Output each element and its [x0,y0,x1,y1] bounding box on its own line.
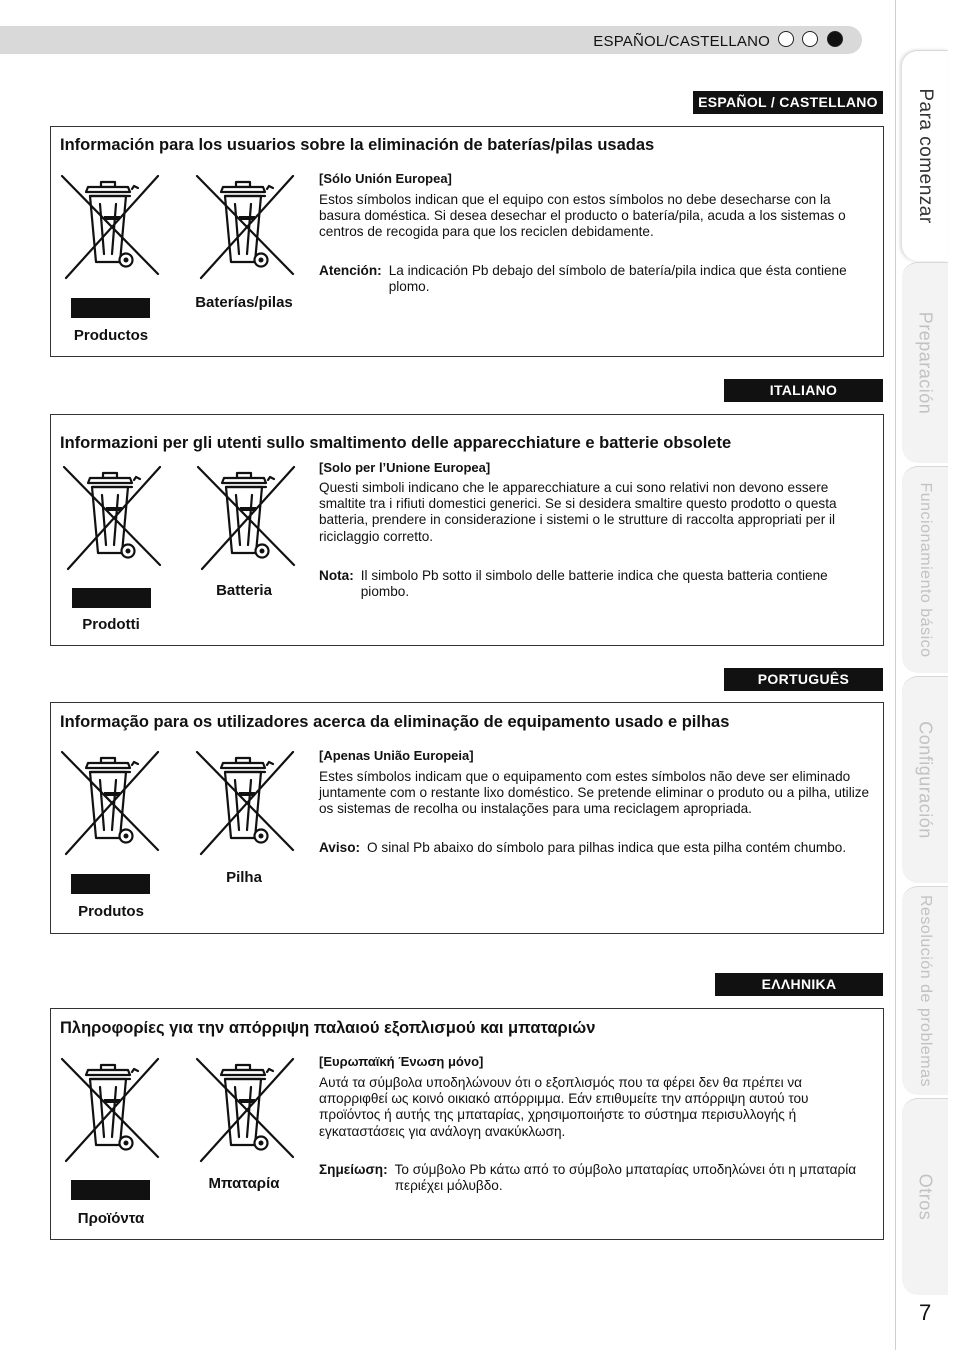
section-title: Información para los usuarios sobre la eliminación de baterías/pilas usadas [60,136,655,154]
note-label: Atención: [319,263,382,278]
circle-icon [778,31,794,47]
crossed-out-bin-icon [62,465,162,571]
body-text: Estes símbolos indicam que o equipamento com estes símbolos não deve ser eliminado juntamente com o restante lixo doméstico. Se pretende eliminar o produto ou a pilha, utilize os sistemas de recolha ou instalações para uma reciclagem apropriada. [319,769,870,817]
note-label: Nota: [319,568,354,583]
note-text: Το σύμβολο Pb κάτω από το σύμβολο μπαταρίας υποδηλώνει ότι η μπαταρία περιέχει μόλυβδο. [394,1162,857,1194]
section-ellinika [50,1008,884,1240]
section-portugues [50,702,884,934]
crossed-out-bin-icon [195,174,295,280]
sidebar-tab-funcionamiento-basico[interactable] [902,466,948,673]
black-bar [71,1180,150,1200]
body-text: Estos símbolos indican que el equipo con estos símbolos no debe desecharse con la basura doméstica. Si desea desechar el producto o batería/pila, acuda a los sistemas o centros de recogida para que los reciclen debidamente. [319,192,846,240]
crossed-out-bin-icon [60,1057,160,1163]
language-tab-ellinika: ΕΛΛΗΝΙΚΑ [715,973,883,996]
section-title: Πληροφορίες για την απόρριψη παλαιού εξοπλισμού και μπαταριών [60,1019,596,1037]
note-label: Aviso: [319,840,361,855]
note-text: O sinal Pb abaixo do símbolo para pilhas indica que esta pilha contém chumbo. [367,840,847,855]
region-label: [Apenas União Europeia] [319,748,474,763]
sidebar-tab-label: Para comenzar [915,88,936,224]
section-italiano [50,414,884,646]
language-tab-espanol: ESPAÑOL / CASTELLANO [693,91,883,114]
body-text: Questi simboli indicano che le apparecchiature a cui sono relativi non devono essere smaltite tra i rifiuti domestici generici. Se si desidera smaltire questo prodotto o questa batteria, prendere in considerazione i sistemi o le strutture di raccolta appropriati per il riciclaggio corretto. [319,480,837,544]
crossed-out-bin-icon [195,750,295,856]
note [319,1162,873,1194]
sidebar-tab-label: Preparación [915,311,936,415]
region-label: [Ευρωπαϊκή Ένωση μόνο] [319,1054,484,1069]
battery-label: Batteria [216,582,272,599]
region-label: [Solo per l’Unione Europea] [319,460,491,475]
page-number: 7 [919,1300,932,1325]
header-language: ESPAÑOL/CASTELLANO [593,33,770,50]
battery-label: Baterías/pilas [195,294,293,311]
note [319,568,873,600]
crossed-out-bin-icon [60,174,160,280]
note-text: Il simbolo Pb sotto il simbolo delle batterie indica che questa batteria contiene piombo. [360,568,828,600]
crossed-out-bin-icon [60,750,160,856]
crossed-out-bin-icon [195,1057,295,1163]
sidebar-tab-resolucion-de-problemas[interactable] [902,886,948,1095]
chapter-sidebar [895,0,954,1350]
sidebar-tab-preparacion[interactable] [902,262,948,463]
note [319,840,873,856]
black-bar [71,874,150,894]
sidebar-tab-otros[interactable] [902,1098,948,1295]
sidebar-tab-para-comenzar[interactable] [902,50,948,261]
products-label: Prodotti [82,616,140,633]
section-title: Informazioni per gli utenti sullo smaltimento delle apparecchiature e batterie obsolete [60,434,732,452]
products-label: Προϊόντα [77,1210,145,1227]
language-tab-italiano: ITALIANO [724,379,883,402]
body-text: Αυτά τα σύμβολα υποδηλώνουν ότι ο εξοπλισμός που τα φέρει δεν θα πρέπει να απορριφθεί ως κοινό οικιακό απόρριμμα. Εάν επιθυμείτε την απόρριψη αυτού του προϊόντος ή αυτής της μπαταρίας, χρησιμοποιήστε το σύστημα περισυλλογής ή εγκαταστάσεις για ανάλογη ανακύκλωση. [319,1075,809,1139]
note-label: Σημείωση: [319,1162,388,1177]
sidebar-tab-label: Configuración [915,721,936,839]
sidebar-tab-label: Otros [915,1173,936,1221]
header-bar [0,26,862,54]
sidebar-tab-label: Funcionamiento básico [917,482,934,658]
sidebar-tab-label: Resolución de problemas [917,894,934,1088]
region-label: [Sólo Unión Europea] [319,171,452,186]
language-tab-portugues: PORTUGUÊS [724,668,883,691]
section-espanol [50,126,884,357]
black-bar [72,588,151,608]
filled-circle-icon [827,31,843,47]
battery-label: Pilha [226,869,262,886]
products-label: Productos [73,327,149,344]
battery-label: Μπαταρία [208,1175,280,1192]
sidebar-tab-configuracion[interactable] [902,676,948,883]
black-bar [71,298,150,318]
section-title: Informação para os utilizadores acerca da eliminação de equipamento usado e pilhas [60,713,730,731]
crossed-out-bin-icon [196,465,296,571]
note-text: La indicación Pb debajo del símbolo de batería/pila indica que ésta contiene plomo. [388,263,847,295]
products-label: Produtos [78,903,144,920]
circle-icon [802,31,818,47]
note [319,263,873,295]
